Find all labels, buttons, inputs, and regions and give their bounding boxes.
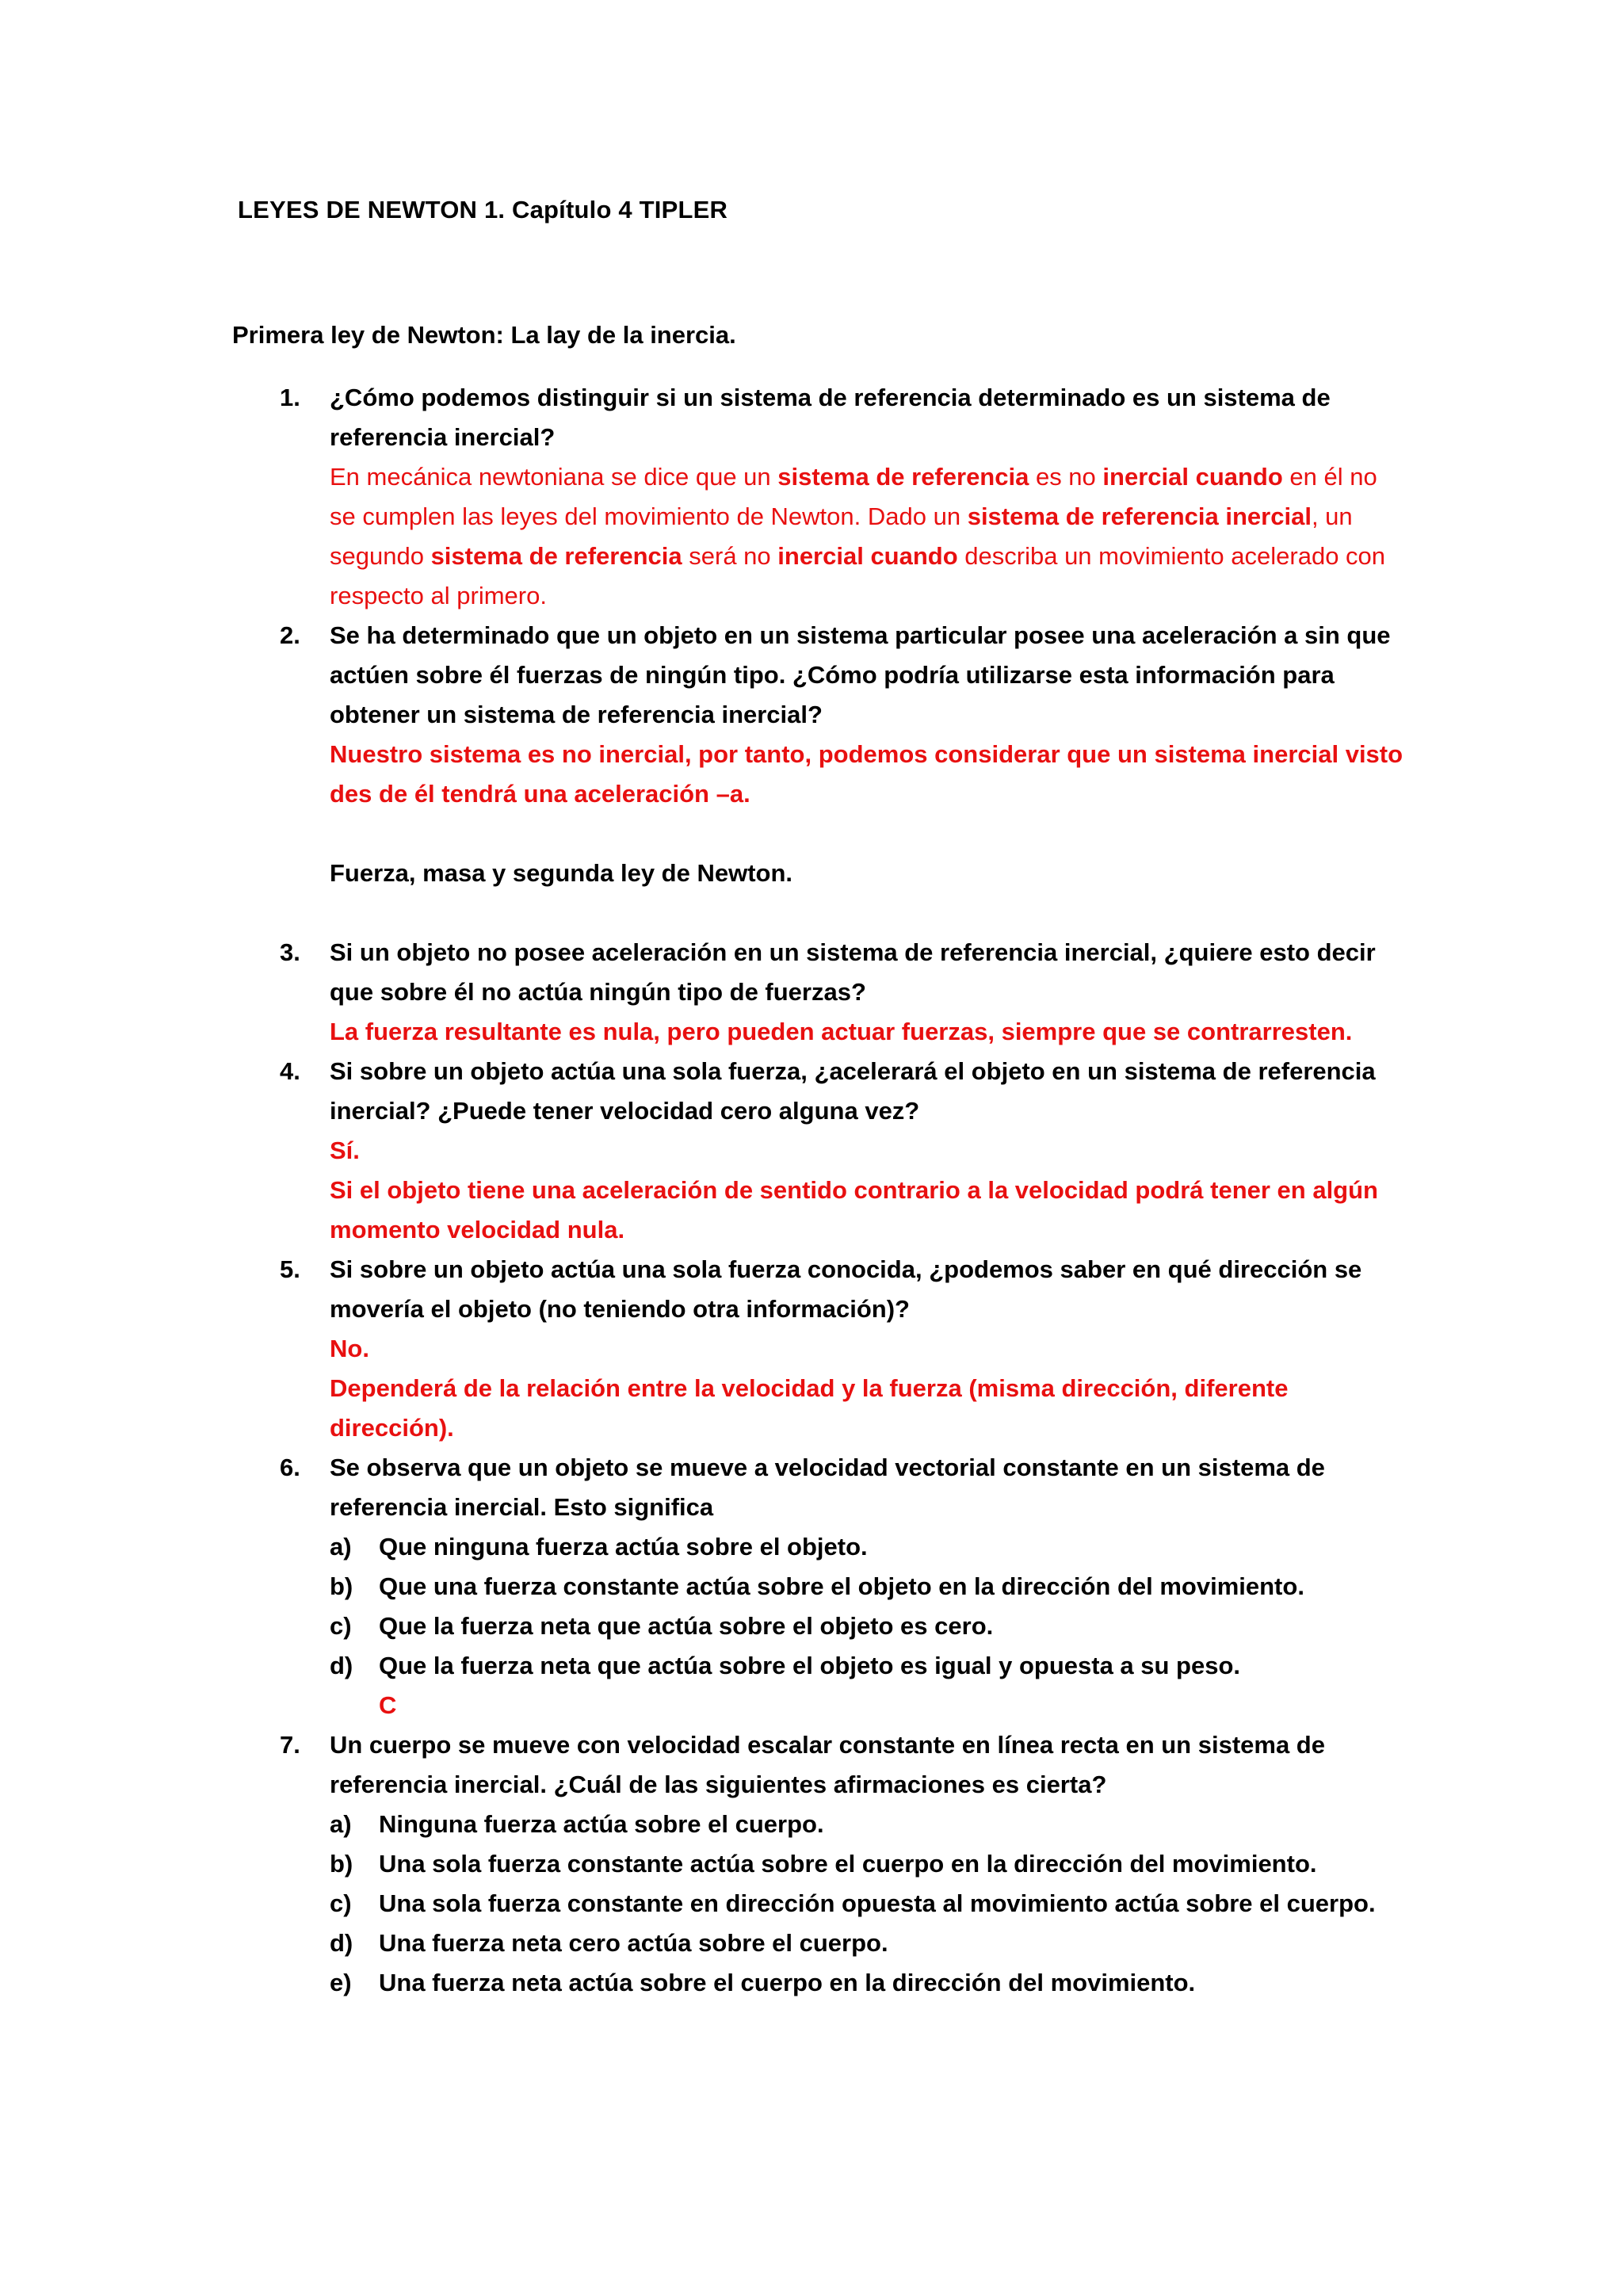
option-text: Que una fuerza constante actúa sobre el objeto en la dirección del movimiento. [379,1572,1304,1600]
option-letter: b) [330,1572,353,1600]
answer-bold-fragment: sistema de referencia inercial [967,502,1312,530]
option-d [330,1924,1405,1963]
question-6 [232,1448,1405,1725]
question-number: 1. [280,384,300,411]
question-2 [232,616,1405,814]
answer-bold-fragment: sistema de referencia [430,542,682,570]
option-letter: a) [330,1810,352,1838]
option-letter: c) [330,1889,352,1917]
question-number: 4. [280,1057,300,1085]
answer-fragment: es no [1029,463,1103,491]
option-text: Que la fuerza neta que actúa sobre el objeto es cero. [379,1612,994,1640]
answer-bold-fragment: inercial cuando [777,542,958,570]
question-7 [232,1725,1405,2003]
option-text: Una sola fuerza constante actúa sobre el cuerpo en la dirección del movimiento. [379,1850,1317,1878]
question-text: Un cuerpo se mueve con velocidad escalar constante en línea recta en un sistema de referencia inercial. ¿Cuál de las siguientes afirmaciones es cierta? [330,1731,1325,1798]
question-text: ¿Cómo podemos distinguir si un sistema de referencia determinado es un sistema de referencia inercial? [330,384,1331,451]
question-text: Se observa que un objeto se mueve a velocidad vectorial constante en un sistema de referencia inercial. Esto significa [330,1454,1325,1521]
section-heading-first-law: Primera ley de Newton: La lay de la inercia. [232,321,736,349]
answer-fragment: En mecánica newtoniana se dice que un [330,463,778,491]
answer-text: La fuerza resultante es nula, pero pueden actuar fuerzas, siempre que se contrarresten. [330,1018,1353,1045]
question-3 [232,933,1405,1052]
option-letter: c) [330,1612,352,1640]
answer-short: Sí. [330,1137,360,1164]
question-list [232,378,1405,2003]
question-text: Si un objeto no posee aceleración en un sistema de referencia inercial, ¿quiere esto decir que sobre él no actúa ningún tipo de fuerzas? [330,938,1376,1006]
answer-short: No. [330,1335,369,1362]
answer-fragment: , un segundo [330,502,1353,570]
answer-text [330,457,1405,616]
option-text: Una fuerza neta actúa sobre el cuerpo en la dirección del movimiento. [379,1969,1196,1996]
question-number: 3. [280,938,300,966]
answer-bold-fragment: sistema de referencia [777,463,1029,491]
option-a [330,1805,1405,1844]
option-letter: d) [330,1652,353,1679]
answer-choice [330,1686,1405,1725]
section-heading-second-law: Fuerza, masa y segunda ley de Newton. [330,859,793,887]
option-e [330,1963,1405,2003]
option-text: Una sola fuerza constante en dirección opuesta al movimiento actúa sobre el cuerpo. [379,1889,1376,1917]
question-number: 6. [280,1454,300,1481]
answer-fragment: en él no se cumplen las leyes del movimiento de Newton. Dado un [330,463,1377,530]
answer-fragment: será no [682,542,778,570]
option-d [330,1646,1405,1686]
question-1 [232,378,1405,616]
answer-letter: C [379,1691,397,1719]
answer-bold-fragment: inercial cuando [1102,463,1283,491]
option-a [330,1527,1405,1567]
option-letter: e) [330,1969,352,1996]
option-c [330,1606,1405,1646]
question-4 [232,1052,1405,1250]
option-text: Que ninguna fuerza actúa sobre el objeto. [379,1533,868,1561]
option-b [330,1844,1405,1884]
question-number: 5. [280,1255,300,1283]
question-number: 2. [280,621,300,649]
answer-text: Nuestro sistema es no inercial, por tanto, podemos considerar que un sistema inercial visto des de él tendrá una aceleración –a. [330,740,1403,808]
page-title: LEYES DE NEWTON 1. Capítulo 4 TIPLER [238,196,728,223]
option-b [330,1567,1405,1606]
answer-text: Si el objeto tiene una aceleración de sentido contrario a la velocidad podrá tener en algún momento velocidad nula. [330,1176,1378,1244]
question-number: 7. [280,1731,300,1759]
option-text: Una fuerza neta cero actúa sobre el cuerpo. [379,1929,888,1957]
option-letter: a) [330,1533,352,1561]
option-letter: d) [330,1929,353,1957]
option-text: Que la fuerza neta que actúa sobre el objeto es igual y opuesta a su peso. [379,1652,1241,1679]
answer-text: Dependerá de la relación entre la velocidad y la fuerza (misma dirección, diferente dirección). [330,1374,1289,1442]
question-text: Si sobre un objeto actúa una sola fuerza conocida, ¿podemos saber en qué dirección se movería el objeto (no teniendo otra información)? [330,1255,1362,1323]
question-text: Se ha determinado que un objeto en un sistema particular posee una aceleración a sin que actúen sobre él fuerzas de ningún tipo. ¿Cómo podría utilizarse esta información para obtener un sistema de referencia inercial? [330,621,1391,728]
question-text: Si sobre un objeto actúa una sola fuerza, ¿acelerará el objeto en un sistema de referencia inercial? ¿Puede tener velocidad cero alguna vez? [330,1057,1376,1125]
option-letter: b) [330,1850,353,1878]
question-5 [232,1250,1405,1448]
answer-fragment: describa un movimiento acelerado con respecto al primero. [330,542,1386,609]
option-text: Ninguna fuerza actúa sobre el cuerpo. [379,1810,824,1838]
option-c [330,1884,1405,1924]
